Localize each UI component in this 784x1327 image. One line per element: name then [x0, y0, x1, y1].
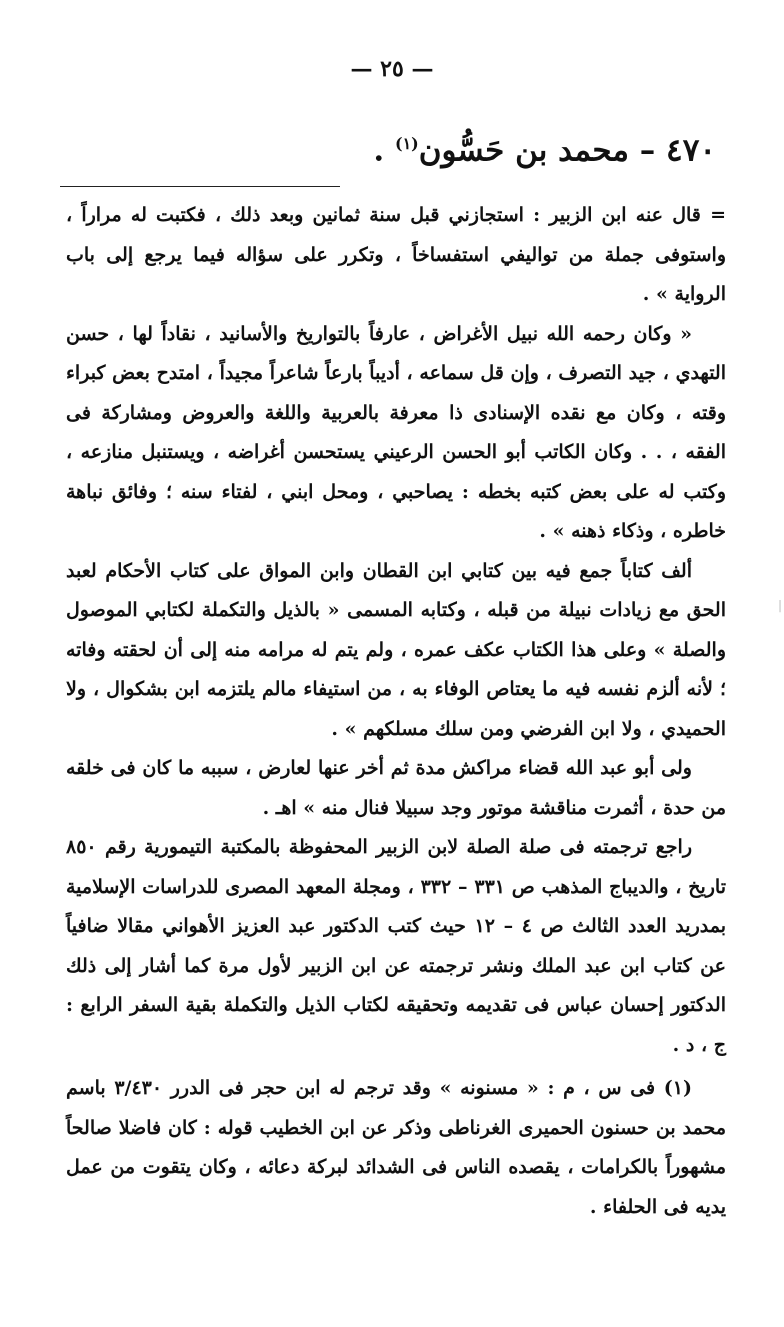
footnote-1: (١) فى س ، م : « مسنونه » وقد ترجم له ابن حجر فى الدرر ٣/٤٣٠ باسم محمد بن حسنون الحميرى الغرناطى وذكر عن ابن الخطيب قوله : كان فاضلا صالحاً مشهوراً بالكرامات ، يقصده الناس فى الشدائد لبركة دعائه ، وكان يتقوت من عمل يديه فى الحلفاء .: [66, 1077, 726, 1218]
entry-title: ٤٧٠ – محمد بن حَسُّون: [418, 132, 716, 169]
paragraph-5: راجع ترجمته فى صلة الصلة لابن الزبير المحفوظة بالمكتبة التيمورية رقم ٨٥٠ تاريخ ، والديباج المذهب ص ٣٣١ – ٣٣٢ ، ومجلة المعهد المصرى للدراسات الإسلامية بمدريد العدد الثالث ص ٤ – ١٢ حيث كتب الدكتور عبد العزيز الأهواني مقالا ضافياً عن كتاب ابن عبد الملك ونشر ترجمته عن ابن الزبير لأول مرة كما أشار إلى ذلك الدكتور إحسان عباس فى تقديمه وتحقيقه لكتاب الذيل والتكملة بقية السفر الرابع : ج ، د .: [66, 836, 726, 1056]
paragraph-1: = قال عنه ابن الزبير : استجازني قبل سنة ثمانين وبعد ذلك ، فكتبت له مراراً ، واستوفى جملة من تواليفي استفساخاً ، وتكرر على سؤاله فيما يرجع إلى باب الرواية » .: [66, 204, 726, 305]
heading-divider: [60, 186, 340, 187]
footnotes: [66, 1069, 726, 1227]
entry-heading: [356, 122, 716, 172]
heading-footnote-marker: (١): [394, 134, 419, 153]
paragraph-3: ألف كتاباً جمع فيه بين كتابي ابن القطان وابن المواق على كتاب الأحكام لعبد الحق مع زيادات نبيلة من قبله ، وكتابه المسمى « بالذيل والتكملة لكتابي الموصول والصلة » وعلى هذا الكتاب عكف عمره ، ولم يتم له مرامه منه إلى أن لحقته وفاته ؛ لأنه ألزم نفسه فيه ما يعتاص الوفاء به ، من استيفاء مالم يلتزمه ابن بشكوال ، ولا الحميدي ، ولا ابن الفرضي ومن سلك مسلكهم » .: [66, 559, 726, 740]
paragraph-4: ولى أبو عبد الله قضاء مراكش مدة ثم أخر عنها لعارض ، سببه ما كان فى خلقه من حدة ، أثمرت مناقشة موتور وجد سبيلا فنال منه » اهـ .: [66, 757, 726, 819]
entry-body: [66, 196, 726, 1227]
page-number: — ٢٥ —: [350, 56, 434, 82]
heading-end-mark: .: [373, 132, 385, 169]
scan-edge-mark: |: [777, 598, 782, 612]
paragraph-2: « وكان رحمه الله نبيل الأغراض ، عارفاً بالتواريخ والأسانيد ، نقاداً لها ، حسن التهدي ، جيد التصرف ، وإن قل سماعه ، أديباً بارعاً شاعراً مجيداً ، امتدح بعض كبراء وقته ، وكان مع نقده الإسنادى ذا معرفة بالعربية واللغة والعروض ومشاركة فى الفقه ، . . وكان الكاتب أبو الحسن الرعيني يستحسن أغراضه ، ويستنبل منازعه ، وكتب له على بعض كتبه بخطه : يصاحبي ، ومحل ابني ، لفتاء سنه ؛ وفائق نباهة خاطره ، وذكاء ذهنه » .: [66, 322, 726, 542]
